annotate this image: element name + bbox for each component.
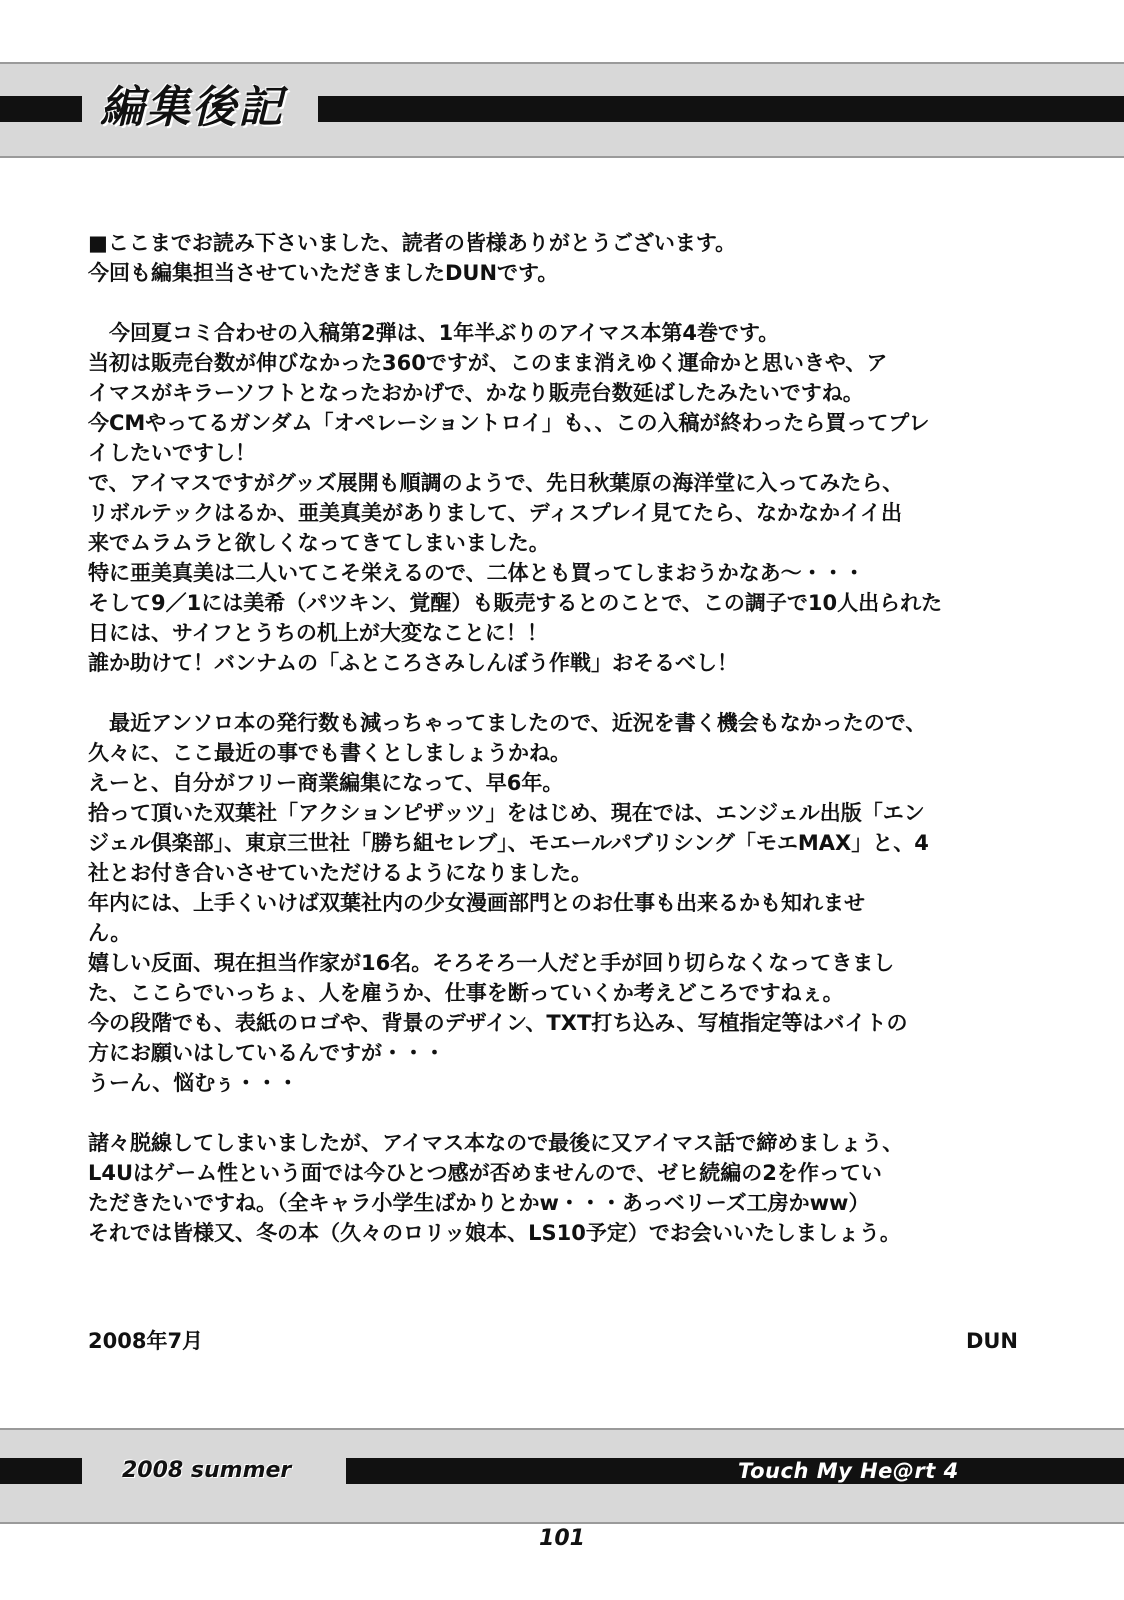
text-line: えーと、自分がフリー商業編集になって、早6年。 bbox=[88, 771, 564, 795]
footer-season: 2008 summer bbox=[122, 1458, 292, 1483]
text-line: 拾って頂いた双葉社「アクションピザッツ」をはじめ、現在では、エンジェル出版「エン bbox=[88, 801, 925, 825]
text-line: 久々に、ここ最近の事でも書くとしましょうかね。 bbox=[88, 741, 571, 765]
text-line: 来でムラムラと欲しくなってきてしまいました。 bbox=[88, 531, 550, 555]
signature bbox=[88, 1326, 1018, 1356]
text-line: で、アイマスですがグッズ展開も順調のようで、先日秋葉原の海洋堂に入ってみたら、 bbox=[88, 471, 904, 495]
editorial-body bbox=[88, 228, 1038, 1278]
paragraph bbox=[88, 228, 1038, 288]
header-stripe-right bbox=[318, 96, 1124, 122]
text-line: 方にお願いはしているんですが・・・ bbox=[88, 1041, 445, 1065]
text-line: イマスがキラーソフトとなったおかげで、かなり販売台数延ばしたみたいですね。 bbox=[88, 381, 864, 405]
footer-stripe-left bbox=[0, 1458, 82, 1484]
page-title: 編集後記 bbox=[100, 82, 284, 133]
text-line: イしたいですし！ bbox=[88, 441, 256, 465]
paragraph bbox=[88, 708, 1038, 1098]
text-line: 年内には、上手くいけば双葉社内の少女漫画部門とのお仕事も出来るかも知れませ bbox=[88, 891, 865, 915]
text-line: 最近アンソロ本の発行数も減っちゃってましたので、近況を書く機会もなかったので、 bbox=[88, 711, 927, 735]
text-line: リボルテックはるか、亜美真美がありまして、ディスプレイ見てたら、なかなかイイ出 bbox=[88, 501, 902, 525]
text-line: そして9／1には美希（パツキン、覚醒）も販売するとのことで、この調子で10人出られた bbox=[88, 591, 943, 615]
text-line: 今の段階でも、表紙のロゴや、背景のデザイン、TXT打ち込み、写植指定等はバイトの bbox=[88, 1011, 908, 1035]
footer-stripe-right bbox=[346, 1458, 1124, 1484]
footer-book-title: Touch My He@rt 4 bbox=[738, 1459, 959, 1483]
text-line: 今CMやってるガンダム「オペレーショントロイ」も、、この入稿が終わったら買ってプレ bbox=[88, 411, 930, 435]
paragraph bbox=[88, 1128, 1038, 1248]
text-line: L4Uはゲーム性という面では今ひとつ感が否めませんので、ゼヒ続編の2を作ってい bbox=[88, 1161, 882, 1185]
text-line: 今回も編集担当させていただきましたDUNです。 bbox=[88, 261, 559, 285]
signature-date: 2008年7月 bbox=[88, 1329, 204, 1353]
text-line: 諸々脱線してしまいましたが、アイマス本なので最後に又アイマス話で締めましょう、 bbox=[88, 1131, 904, 1155]
text-line: 誰か助けて！バンナムの「ふところさみしんぼう作戦」おそるべし！ bbox=[88, 651, 738, 675]
text-line: 嬉しい反面、現在担当作家が16名。そろそろ一人だと手が回り切らなくなってきまし bbox=[88, 951, 895, 975]
text-line: 当初は販売台数が伸びなかった360ですが、このまま消えゆく運命かと思いきや、ア bbox=[88, 351, 888, 375]
text-line: ■ここまでお読み下さいました、読者の皆様ありがとうございます。 bbox=[88, 231, 737, 255]
text-line: うーん、悩むぅ・・・ bbox=[88, 1071, 299, 1095]
text-line: それでは皆様又、冬の本（久々のロリッ娘本、LS10予定）でお会いいたしましょう。 bbox=[88, 1221, 901, 1245]
text-line: ただきたいですね。（全キャラ小学生ばかりとかw・・・あっベリーズ工房かww） bbox=[88, 1191, 870, 1215]
text-line: た、ここらでいっちょ、人を雇うか、仕事を断っていくか考えどころですねぇ。 bbox=[88, 981, 844, 1005]
signature-name: DUN bbox=[965, 1329, 1018, 1353]
text-line: 今回夏コミ合わせの入稿第2弾は、1年半ぶりのアイマス本第4巻です。 bbox=[88, 321, 780, 345]
text-line: 日には、サイフとうちの机上が大変なことに！！ bbox=[88, 621, 548, 645]
text-line: 社とお付き合いさせていただけるようになりました。 bbox=[88, 861, 592, 885]
paragraph bbox=[88, 318, 1038, 678]
text-line: ジェル倶楽部」、東京三世社「勝ち組セレブ」、モエールパブリシング「モエMAX」と、4 bbox=[88, 831, 929, 855]
text-line: 特に亜美真美は二人いてこそ栄えるので、二体とも買ってしまおうかなあ～・・・ bbox=[88, 561, 865, 585]
header-stripe-left bbox=[0, 96, 82, 122]
text-line: ん。 bbox=[88, 921, 132, 945]
page-number: 101 bbox=[539, 1526, 585, 1551]
